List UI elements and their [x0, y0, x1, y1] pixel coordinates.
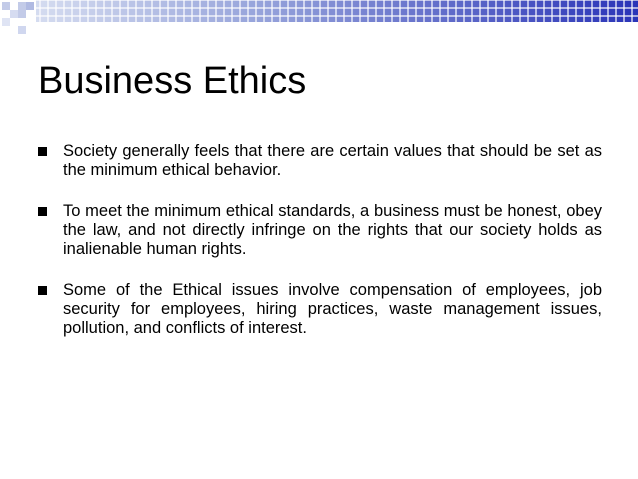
bullet-item — [38, 142, 602, 180]
square-bullet-icon — [38, 147, 47, 156]
bullet-text: Some of the Ethical issues involve compensation of employees, job security for employees, hiring practices, waste management issues, pollution, and conflicts of interest. — [63, 281, 602, 337]
decorative-top-band — [0, 0, 638, 36]
corner-squares — [2, 2, 34, 34]
bullet-text: Society generally feels that there are certain values that should be set as the minimum ethical behavior. — [63, 142, 602, 179]
square-bullet-icon — [38, 286, 47, 295]
square-bullet-icon — [38, 207, 47, 216]
bullet-item — [38, 202, 602, 259]
slide-title: Business Ethics — [38, 60, 307, 102]
bullet-list — [38, 142, 602, 360]
bullet-text: To meet the minimum ethical standards, a business must be honest, obey the law, and not directly infringe on the rights that our society holds as inalienable human rights. — [63, 202, 602, 258]
bullet-item — [38, 281, 602, 338]
